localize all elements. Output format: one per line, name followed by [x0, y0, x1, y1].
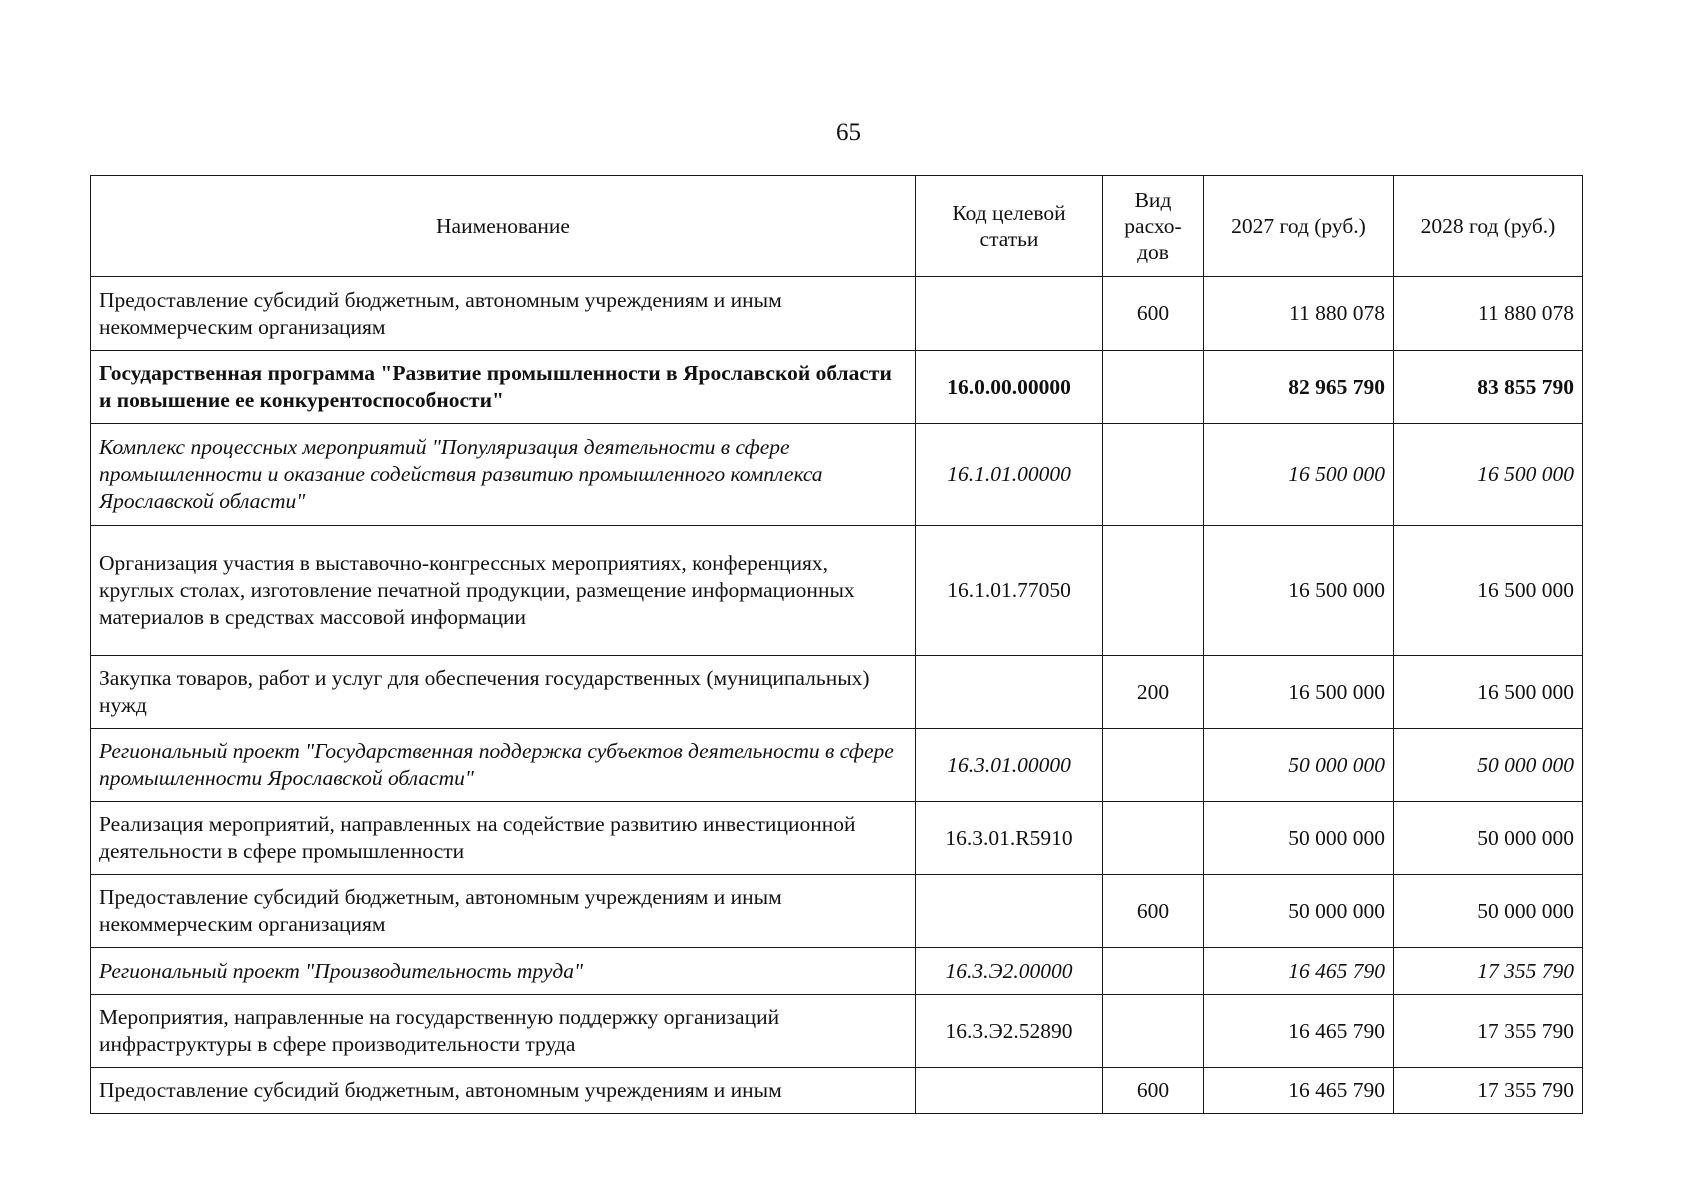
cell-code: 16.3.Э2.52890	[916, 995, 1103, 1068]
cell-name: Предоставление субсидий бюджетным, автономным учреждениям и иным	[91, 1068, 916, 1114]
cell-y2027: 11 880 078	[1204, 277, 1394, 351]
header-code: Код целевой статьи	[916, 176, 1103, 277]
cell-kind	[1103, 948, 1204, 995]
cell-name: Предоставление субсидий бюджетным, автономным учреждениям и иным некоммерческим организациям	[91, 277, 916, 351]
cell-code: 16.3.01.R5910	[916, 802, 1103, 875]
table-row	[91, 351, 1583, 424]
table-row	[91, 656, 1583, 729]
cell-y2028: 16 500 000	[1394, 526, 1583, 656]
table-row	[91, 948, 1583, 995]
cell-code: 16.1.01.00000	[916, 424, 1103, 526]
cell-y2028: 50 000 000	[1394, 802, 1583, 875]
cell-kind	[1103, 526, 1204, 656]
header-kind: Вид расхо-дов	[1103, 176, 1204, 277]
cell-y2028: 17 355 790	[1394, 1068, 1583, 1114]
cell-name: Региональный проект "Государственная поддержка субъектов деятельности в сфере промышленности Ярославской области"	[91, 729, 916, 802]
cell-name: Комплекс процессных мероприятий "Популяризация деятельности в сфере промышленности и оказание содействия развитию промышленного комплекса Ярославской области"	[91, 424, 916, 526]
header-2028: 2028 год (руб.)	[1394, 176, 1583, 277]
table-body	[91, 277, 1583, 1114]
cell-y2027: 82 965 790	[1204, 351, 1394, 424]
cell-name: Реализация мероприятий, направленных на содействие развитию инвестиционной деятельности в сфере промышленности	[91, 802, 916, 875]
cell-y2027: 16 500 000	[1204, 656, 1394, 729]
cell-y2027: 16 500 000	[1204, 424, 1394, 526]
cell-kind: 600	[1103, 1068, 1204, 1114]
cell-name: Мероприятия, направленные на государственную поддержку организаций инфраструктуры в сфере производительности труда	[91, 995, 916, 1068]
cell-y2027: 16 500 000	[1204, 526, 1394, 656]
cell-name: Государственная программа "Развитие промышленности в Ярославской области и повышение ее конкурентоспособности"	[91, 351, 916, 424]
cell-name: Предоставление субсидий бюджетным, автономным учреждениям и иным некоммерческим организациям	[91, 875, 916, 948]
cell-y2027: 50 000 000	[1204, 729, 1394, 802]
table-row	[91, 526, 1583, 656]
cell-y2028: 50 000 000	[1394, 875, 1583, 948]
cell-y2027: 50 000 000	[1204, 802, 1394, 875]
cell-code	[916, 1068, 1103, 1114]
cell-kind	[1103, 802, 1204, 875]
cell-code	[916, 875, 1103, 948]
cell-y2027: 16 465 790	[1204, 1068, 1394, 1114]
table-row	[91, 729, 1583, 802]
cell-y2028: 17 355 790	[1394, 995, 1583, 1068]
cell-y2028: 83 855 790	[1394, 351, 1583, 424]
cell-name: Региональный проект "Производительность труда"	[91, 948, 916, 995]
cell-kind	[1103, 351, 1204, 424]
cell-kind: 600	[1103, 277, 1204, 351]
table-row	[91, 802, 1583, 875]
cell-code: 16.0.00.00000	[916, 351, 1103, 424]
cell-y2028: 17 355 790	[1394, 948, 1583, 995]
cell-kind: 600	[1103, 875, 1204, 948]
cell-code	[916, 277, 1103, 351]
cell-y2028: 50 000 000	[1394, 729, 1583, 802]
cell-code	[916, 656, 1103, 729]
table-row	[91, 875, 1583, 948]
table-row	[91, 277, 1583, 351]
table-header-row	[91, 176, 1583, 277]
cell-name: Организация участия в выставочно-конгрессных мероприятиях, конференциях, круглых столах, изготовление печатной продукции, размещение информационных материалов в средствах массовой информации	[91, 526, 916, 656]
header-name: Наименование	[91, 176, 916, 277]
table-row	[91, 1068, 1583, 1114]
cell-y2028: 16 500 000	[1394, 424, 1583, 526]
cell-y2028: 11 880 078	[1394, 277, 1583, 351]
cell-kind: 200	[1103, 656, 1204, 729]
header-2027: 2027 год (руб.)	[1204, 176, 1394, 277]
cell-kind	[1103, 424, 1204, 526]
cell-kind	[1103, 729, 1204, 802]
table-row	[91, 995, 1583, 1068]
cell-kind	[1103, 995, 1204, 1068]
budget-table	[90, 175, 1583, 1114]
table-row	[91, 424, 1583, 526]
cell-y2027: 16 465 790	[1204, 995, 1394, 1068]
cell-name: Закупка товаров, работ и услуг для обеспечения государственных (муниципальных) нужд	[91, 656, 916, 729]
cell-y2028: 16 500 000	[1394, 656, 1583, 729]
cell-y2027: 16 465 790	[1204, 948, 1394, 995]
cell-code: 16.3.01.00000	[916, 729, 1103, 802]
cell-code: 16.1.01.77050	[916, 526, 1103, 656]
cell-y2027: 50 000 000	[1204, 875, 1394, 948]
cell-code: 16.3.Э2.00000	[916, 948, 1103, 995]
page-number: 65	[836, 119, 861, 146]
